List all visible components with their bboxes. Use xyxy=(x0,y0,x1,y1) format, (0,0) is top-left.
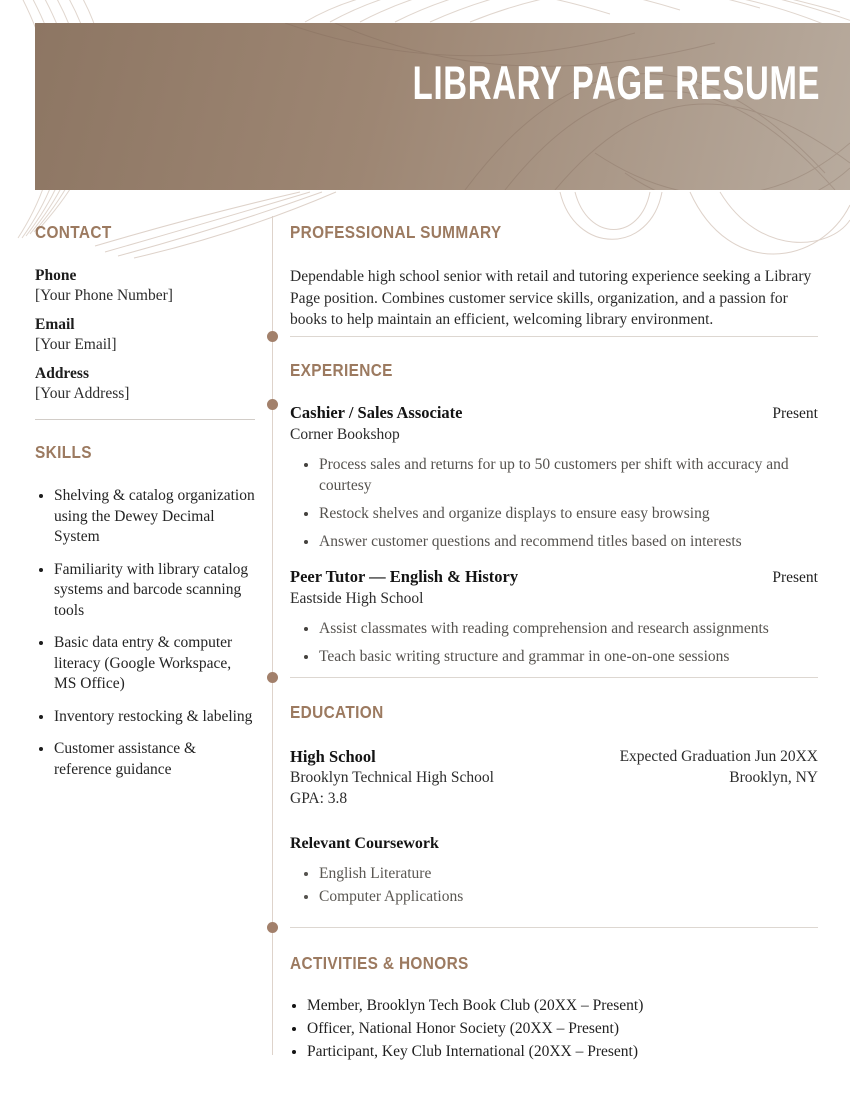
summary-text: Dependable high school senior with retail and tutoring experience seeking a Library Page position. Combines customer service skills, organization, and a passion for books to help maintain an efficient, welcoming library environment. xyxy=(290,268,812,328)
education-location: Brooklyn, NY xyxy=(729,768,818,786)
divider-dot xyxy=(267,922,278,933)
job-bullet: • Assist classmates with reading comprehension and research assignments xyxy=(319,618,818,639)
skills-list xyxy=(35,486,255,780)
contact-entry-email xyxy=(35,315,255,355)
job-bullet: • Answer customer questions and recommend titles based on interests xyxy=(319,531,818,552)
experience-heading: EXPERIENCE xyxy=(290,359,393,380)
job-organization: Eastside High School xyxy=(290,589,424,607)
skill-item: • Familiarity with library catalog systems and barcode scanning tools xyxy=(54,560,255,622)
job-bullet: • Restock shelves and organize displays to ensure easy browsing xyxy=(319,503,818,524)
sidebar xyxy=(35,215,255,792)
education-section-divider xyxy=(290,927,818,928)
activity-item: • Officer, National Honor Society (20XX – Present) xyxy=(307,1018,818,1041)
activities-heading: ACTIVITIES & HONORS xyxy=(290,952,469,973)
skill-item: • Inventory restocking & labeling xyxy=(54,707,255,728)
contact-entry-phone xyxy=(35,266,255,306)
job-date: Present xyxy=(772,568,818,586)
divider-dot xyxy=(267,399,278,410)
skill-item: • Basic data entry & computer literacy (Google Workspace, MS Office) xyxy=(54,633,255,695)
contact-section-divider xyxy=(35,419,255,420)
summary-heading: PROFESSIONAL SUMMARY xyxy=(290,222,502,242)
skill-item: • Customer assistance & reference guidance xyxy=(54,739,255,780)
education-heading: EDUCATION xyxy=(290,701,384,722)
divider-dot xyxy=(267,672,278,683)
divider-dot xyxy=(267,331,278,342)
job-date: Present xyxy=(772,404,818,422)
activity-item: • Member, Brooklyn Tech Book Club (20XX – Present) xyxy=(307,995,818,1018)
education-right xyxy=(620,746,818,809)
contact-value: [Your Address] xyxy=(35,385,130,402)
job-header xyxy=(290,566,818,588)
contact-heading: CONTACT xyxy=(35,222,112,242)
contact-label: Email xyxy=(35,316,75,333)
course-item: • Computer Applications xyxy=(319,886,818,909)
activities-list xyxy=(290,995,818,1064)
job-title: Cashier / Sales Associate xyxy=(290,402,463,422)
contact-label: Phone xyxy=(35,267,77,284)
main-column xyxy=(290,215,818,1064)
education-graduation: Expected Graduation Jun 20XX xyxy=(619,747,818,765)
course-item: • English Literature xyxy=(319,863,818,886)
contact-label: Address xyxy=(35,365,89,382)
page-title: LIBRARY PAGE RESUME xyxy=(412,56,820,109)
job-header xyxy=(290,402,818,424)
job-organization: Corner Bookshop xyxy=(290,425,400,443)
job-bullet: • Teach basic writing structure and grammar in one-on-one sessions xyxy=(319,646,818,667)
contact-entry-address xyxy=(35,364,255,404)
coursework-heading: Relevant Coursework xyxy=(290,834,439,852)
coursework-list xyxy=(290,863,818,909)
contact-list xyxy=(35,266,255,404)
experience-section-divider xyxy=(290,677,818,678)
education-entry xyxy=(290,746,818,809)
education-gpa: GPA: 3.8 xyxy=(290,789,348,807)
education-left xyxy=(290,746,494,809)
education-school: Brooklyn Technical High School xyxy=(290,768,494,786)
experience-job xyxy=(290,566,818,667)
job-bullet-list xyxy=(290,618,818,667)
skill-item: • Shelving & catalog organization using the Dewey Decimal System xyxy=(54,486,255,548)
education-degree: High School xyxy=(290,746,376,766)
experience-job xyxy=(290,402,818,552)
job-bullet-list xyxy=(290,454,818,552)
job-title: Peer Tutor — English & History xyxy=(290,566,519,586)
skills-heading: SKILLS xyxy=(35,442,92,462)
contact-value: [Your Phone Number] xyxy=(35,287,173,304)
header-banner xyxy=(35,23,850,190)
summary-section-divider xyxy=(290,336,818,337)
contact-value: [Your Email] xyxy=(35,336,117,353)
activity-item: • Participant, Key Club International (20XX – Present) xyxy=(307,1041,818,1064)
job-bullet: • Process sales and returns for up to 50 customers per shift with accuracy and courtesy xyxy=(319,454,818,496)
